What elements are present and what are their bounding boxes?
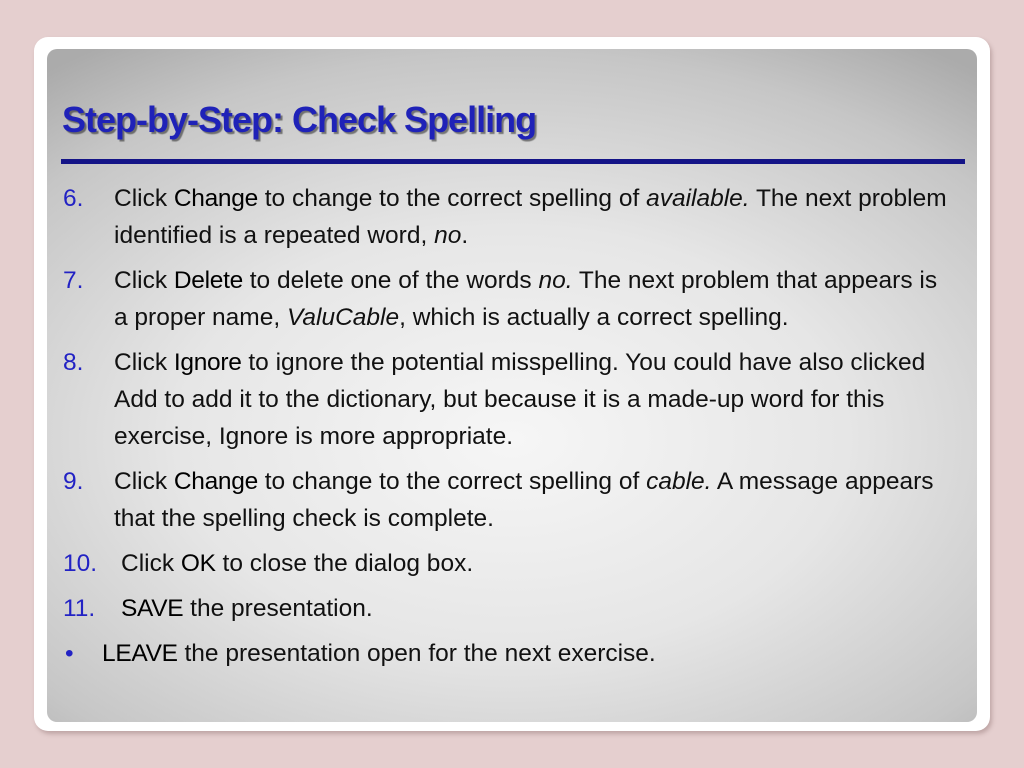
step-number: 11. (63, 595, 96, 622)
steps-list (47, 180, 977, 680)
command-name: SAVE (121, 595, 184, 622)
step-text: the presentation. (183, 595, 373, 622)
italic-term: cable. (646, 468, 712, 495)
step-text: The next problem that appears is a proper name, (114, 267, 938, 331)
italic-term: available. (646, 185, 750, 212)
step-text: , which is actually a correct spelling. (399, 304, 789, 331)
step-6 (47, 180, 977, 254)
command-name: Change (173, 185, 258, 212)
step-text: Click (114, 468, 174, 495)
step-text: the presentation open for the next exercise. (177, 640, 656, 667)
step-number: 10. (63, 550, 98, 577)
step-text: The next problem identified is a repeated word, (114, 185, 947, 249)
slide-title: Step-by-Step: Check Spelling (62, 99, 537, 140)
step-text: to change to the correct spelling of (257, 185, 647, 212)
step-text: Click (121, 550, 181, 577)
step-number: 7. (63, 267, 84, 294)
step-8 (47, 344, 977, 455)
command-name: OK (180, 550, 216, 577)
command-name: Change (173, 468, 258, 495)
bullet-icon: • (65, 640, 74, 667)
step-text: Click (114, 349, 174, 376)
step-9 (47, 463, 977, 537)
step-text: to change to the correct spelling of (257, 468, 647, 495)
italic-term: ValuCable (286, 304, 400, 331)
step-text: . (461, 222, 469, 249)
command-name: LEAVE (102, 640, 178, 667)
step-10 (47, 545, 977, 582)
italic-term: no (434, 222, 462, 249)
slide-frame (34, 37, 990, 731)
step-number: 8. (63, 349, 84, 376)
step-number: 9. (63, 468, 84, 495)
step-text: to delete one of the words (242, 267, 539, 294)
step-text: Click (114, 267, 174, 294)
step-11 (47, 590, 977, 627)
italic-term: no. (538, 267, 573, 294)
command-name: Delete (173, 267, 243, 294)
title-underline (61, 159, 965, 164)
step-leave (47, 635, 977, 672)
slide (47, 49, 977, 722)
step-text: to close the dialog box. (215, 550, 474, 577)
step-text: to ignore the potential misspelling. You could have also clicked Add to add it to the dictionary, but because it is a made-up word for this exercise, Ignore is more appropriate. (114, 349, 926, 450)
command-name: Ignore (173, 349, 242, 376)
step-text: A message appears that the spelling check is complete. (114, 468, 934, 532)
step-number: 6. (63, 185, 84, 212)
step-7 (47, 262, 977, 336)
step-text: Click (114, 185, 174, 212)
